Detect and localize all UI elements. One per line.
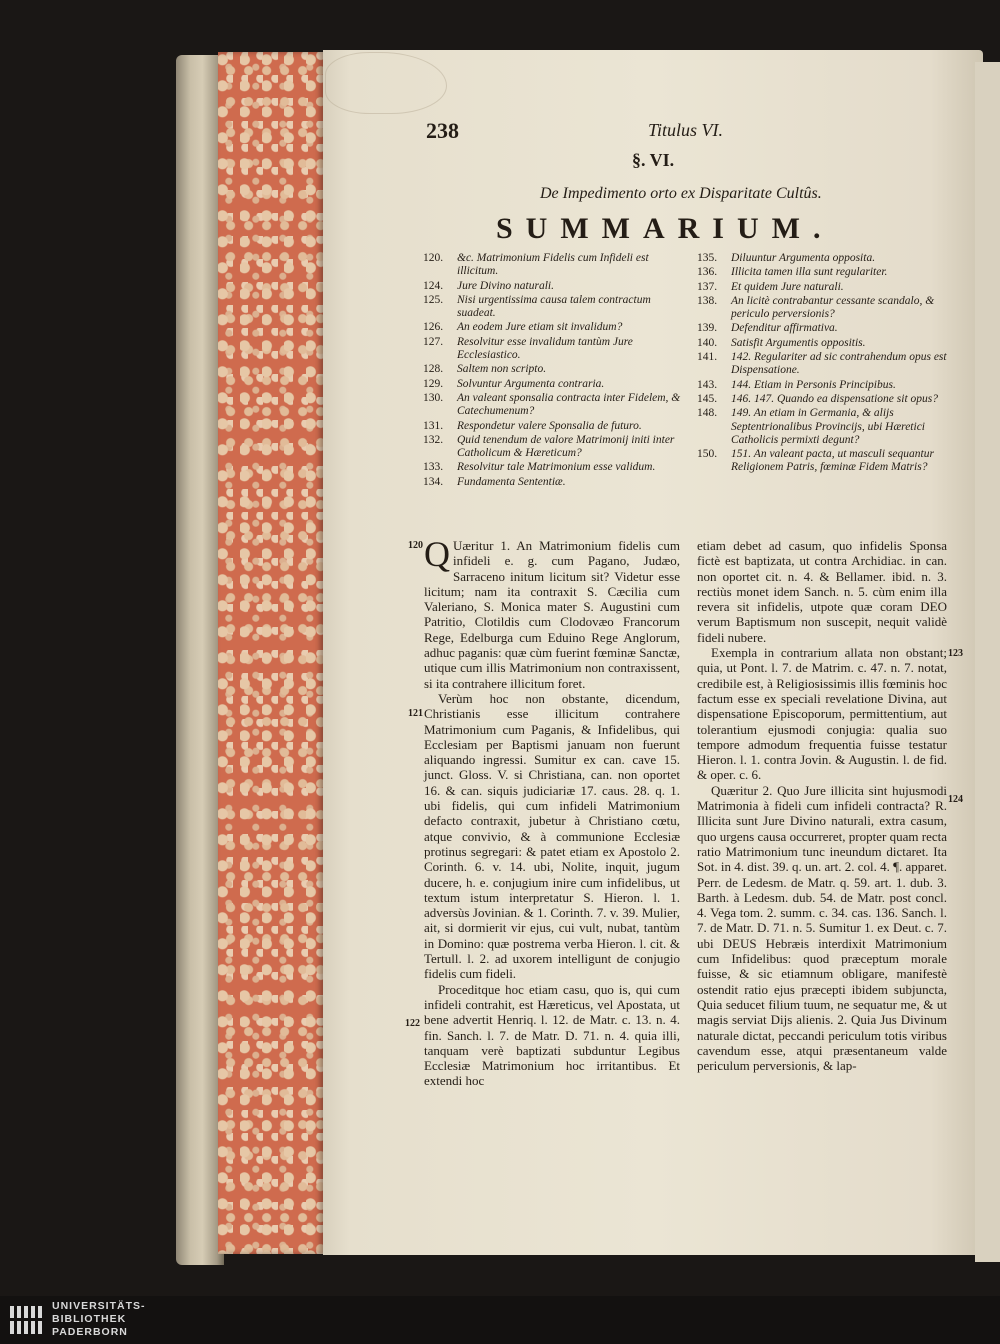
summary-entry [423, 294, 681, 321]
summary-entry-text: Et quidem Jure naturali. [731, 280, 844, 293]
summary-entry-text: 146. 147. Quando ea dispensatione sit opus? [731, 392, 938, 405]
summary-entry [423, 280, 681, 293]
summary-entry-number: 127. [423, 335, 444, 348]
summary-entry [697, 322, 951, 335]
page-number: 238 [426, 118, 459, 143]
paragraph-6: Quæritur 2. Quo Jure illicita sint hujusmodi Matrimonia à fideli cum infideli contracta? R. Illicita sunt Jure Divino naturali, extra casum, quo urgens causa occurreret, propter quam recta ratio Matrimonium tunc ineundum dictaret. Ita Sot. in 4. dist. 39. q. un. art. 2. col. 4. ¶. apparet. Perr. de Ledesm. de Matr. q. 59. art. 1. dub. 3. Barth. à Ledesm. dub. 54. de Matr. post concl. 4. Vega tom. 2. summ. c. 34. cas. 136. Sanch. l. 7. de Matr. D. 71. n. 5. Sumitur 1. ex Deut. c. 7. ubi DEUS Hebræis interdixit Matrimonium cum Infidelibus: quod præceptum morale fuisse, & sic etiamnum obligare, manifestè ostendit ratio ejus præcepti ibidem subjuncta, Quia seducet filium tuum, ne sequatur me, & ut magis serviat Dijs alienis. 2. Quia Jus Divinum naturale dictat, peccandi periculum totis viribus cavendum esse, atqui præsentaneum valde periculum perversionis, & lap- [697, 782, 947, 1074]
summary-entry-number: 134. [423, 475, 444, 488]
summary-entry [423, 476, 681, 489]
summary-entry-text: Illicita tamen illa sunt regulariter. [731, 266, 888, 279]
summary-entry [423, 252, 681, 279]
summary-entry-number: 128. [423, 363, 444, 376]
summary-entry-text: 144. Etiam in Personis Principibus. [731, 378, 896, 391]
summary-entry-number: 140. [697, 336, 718, 349]
summary-entry-number: 131. [423, 419, 444, 432]
summary-entry [423, 461, 681, 474]
summary-entry-text: Jure Divino naturali. [457, 279, 554, 292]
summary-entry-text: Nisi urgentissima causa talem contractum suadeat. [457, 293, 651, 320]
summary-list-right [697, 252, 951, 476]
summary-entry-number: 124. [423, 279, 444, 292]
summary-entry-text: An licitè contrabantur cessante scandalo, & periculo perversionis? [731, 294, 935, 321]
summary-entry-text: Solvuntur Argumenta contraria. [457, 377, 605, 390]
summary-entry-number: 150. [697, 448, 718, 461]
summary-entry-number: 126. [423, 321, 444, 334]
paragraph-3: Proceditque hoc etiam casu, quo is, qui cum infideli contrahit, est Hæreticus, vel Apostata, ut bene advertit Henriq. l. 12. de Matr. c. 13. n. 4. fin. Sanch. l. 7. de Matr. D. 71. n. 4. quia illi, tanquam verè baptizati subduntur Legibus Ecclesiæ Matrimonium hoc irritantibus. Et extendi hoc [424, 981, 680, 1089]
summary-entry [697, 393, 951, 406]
summary-entry [423, 321, 681, 334]
summary-entry-number: 148. [697, 407, 718, 420]
summary-entry-text: Satisfit Argumentis oppositis. [731, 336, 866, 349]
library-logo-icon [8, 1302, 44, 1338]
section-title: De Impedimento orto ex Disparitate Cultûs. [540, 185, 822, 202]
facing-page-edge [975, 62, 1000, 1262]
margin-number: 124 [948, 794, 963, 805]
summary-entry-text: Defenditur affirmativa. [731, 322, 838, 335]
summary-entry-text: Resolvitur esse invalidum tantùm Jure Ecclesiastico. [457, 335, 633, 362]
summary-entry-number: 143. [697, 378, 718, 391]
summary-entry-text: Resolvitur tale Matrimonium esse validum. [457, 461, 656, 474]
summary-entry-number: 125. [423, 293, 444, 306]
margin-number: 120 [408, 540, 423, 551]
summary-entry-text: Respondetur valere Sponsalia de futuro. [457, 419, 642, 432]
library-name-line1: UNIVERSITÄTS- [52, 1300, 146, 1312]
summary-entry-number: 137. [697, 280, 718, 293]
paragraph-1 [424, 534, 680, 691]
summary-entry-text: &c. Matrimonium Fidelis cum Infideli est illicitum. [457, 252, 649, 278]
summary-entry-text: 151. An valeant pacta, ut masculi sequantur Religionem Patris, fœminæ Fidem Matris? [731, 448, 934, 474]
running-head [426, 118, 946, 148]
text-column-right [697, 538, 947, 1073]
summary-entry-number: 130. [423, 391, 444, 404]
summary-entry-number: 120. [423, 252, 444, 264]
summary-entry [697, 337, 951, 350]
running-title: Titulus VI. [648, 120, 724, 140]
library-name-line2: BIBLIOTHEK [52, 1313, 127, 1325]
summary-entry-text: Quid tenendum de valore Matrimonij initi inter Catholicum & Hæreticum? [457, 433, 675, 460]
summary-entry-text: An valeant sponsalia contracta inter Fidelem, & Catechumenum? [457, 391, 681, 418]
summary-entry [697, 379, 951, 392]
summary-entry-text: Saltem non scripto. [457, 363, 547, 376]
summary-entry-text: An eodem Jure etiam sit invalidum? [457, 321, 623, 334]
library-name-line3: PADERBORN [52, 1326, 128, 1338]
summary-entry-number: 141. [697, 351, 718, 364]
summary-entry [423, 336, 681, 363]
summary-entry [697, 266, 951, 279]
summary-entry [423, 378, 681, 391]
summary-entry [697, 295, 951, 322]
summary-entry-number: 136. [697, 266, 718, 279]
summary-entry [423, 392, 681, 419]
summary-heading: SUMMARIUM. [496, 212, 834, 245]
summary-entry-number: 135. [697, 252, 718, 264]
margin-number: 121 [408, 708, 423, 719]
summary-entry-text: Diluuntur Argumenta opposita. [731, 252, 876, 264]
library-footer [0, 1296, 1000, 1344]
paragraph-5: Exempla in contrarium allata non obstant; quia, ut Pont. l. 7. de Matrim. c. 47. n. 7. notat, credibile est, à Religiosissimis illis fœminis hoc factum esse ex speciali revelatione Divina, aut dispensatione Episcoporum, permittentium, aut tolerantium ejusmodi conjugia: qualia suo tempore admodum frequentia fuisse testatur Hieron. l. 1. contra Jovin. & Augustin. l. de fid. & oper. c. 6. [697, 645, 947, 783]
paragraph-2: Verùm hoc non obstante, dicendum, Christianis esse illicitum contrahere Matrimonium cum Paganis, & Infidelibus, qui Ecclesiam per Baptismi januam non fuerunt aliquando ingressi. Sumitur ex can. cave 15. junct. Gloss. V. si Christiana, can. non oportet 16. & can. siquis judiciariæ 17. caus. 28. q. 1. ubi fidelis, qui cum infideli Matrimonium defacto contraxit, jubetur à Christiano cœtu, atque convivio, & à communione Ecclesiæ protinus segregari: & patet etiam ex Apostolo 2. Corinth. 6. v. 14. ubi, Nolite, inquit, jugum ducere, h. e. conjugium inire cum infidelibus, ut textum istum interpretatur S. Hieron. l. 1. adversùs Jovinian. & 1. Corinth. 7. v. 39. Mulier, ait, si dormierit vir ejus, cui vult, nubat, tantùm in Domino: quæ postrema verba Hieron. l. cit. & Tertull. l. 2. ad uxorem intelligunt de conjugio fidelis cum fideli. [424, 690, 680, 982]
summary-list-left [423, 252, 681, 490]
summary-entry-number: 139. [697, 322, 718, 335]
summary-entry-number: 129. [423, 377, 444, 390]
book-spine [176, 55, 224, 1265]
summary-entry-text: 142. Regulariter ad sic contrahendum opus est Dispensatione. [731, 351, 947, 377]
summary-entry [697, 281, 951, 294]
summary-entry [697, 252, 951, 265]
paragraph-1-text: Uæritur 1. An Matrimonium fidelis cum infideli e. g. cum Pagano, Judæo, Sarraceno initum licitum sit? Videtur esse licitum; nam ita contraxit S. Cæcilia cum Valeriano, S. Monica mater S. Augustini cum Patritio, Clotildis cum Clodovæo Francorum Rege, Edelburga cum Eduino Rege Anglorum, adhuc paganis: quæ cùm fuerint fœminæ Sanctæ, utique cum illis Matrimonium non contraxissent, si ita contrahere illicitum foret. [424, 538, 680, 691]
margin-number: 123 [948, 648, 963, 659]
summary-entry [423, 420, 681, 433]
text-column-left [424, 534, 680, 1089]
summary-entry-number: 138. [697, 294, 718, 307]
drop-cap: Q [424, 534, 450, 574]
summary-entry [697, 407, 951, 447]
paragraph-mark: §. VI. [632, 150, 675, 170]
summary-entry-number: 133. [423, 461, 444, 474]
summary-entry [423, 363, 681, 376]
summary-entry [697, 448, 951, 475]
paragraph-4: etiam debet ad casum, quo infidelis Sponsa fictè est baptizata, ut contra Archidiac. in can. non oportet cit. n. 4. & Bellamer. ibid. n. 3. rectiùs monet idem Sanch. n. 5. cùm enim illa revera sit infidelis, utpote quæ coram DEO verum Baptismum non suscepit, nequit validè fideli nubere. [697, 538, 947, 645]
summary-entry-number: 145. [697, 392, 718, 405]
margin-number: 122 [405, 1018, 420, 1029]
summary-entry-text: 149. An etiam in Germania, & alijs Septentrionalibus Provincijs, ubi Hæretici Catholicis permixti degunt? [731, 407, 925, 446]
summary-entry [697, 351, 951, 378]
summary-entry [423, 434, 681, 461]
marbled-edge [218, 52, 324, 1254]
summary-entry-number: 132. [423, 433, 444, 446]
summary-entry-text: Fundamenta Sententiæ. [457, 475, 566, 488]
